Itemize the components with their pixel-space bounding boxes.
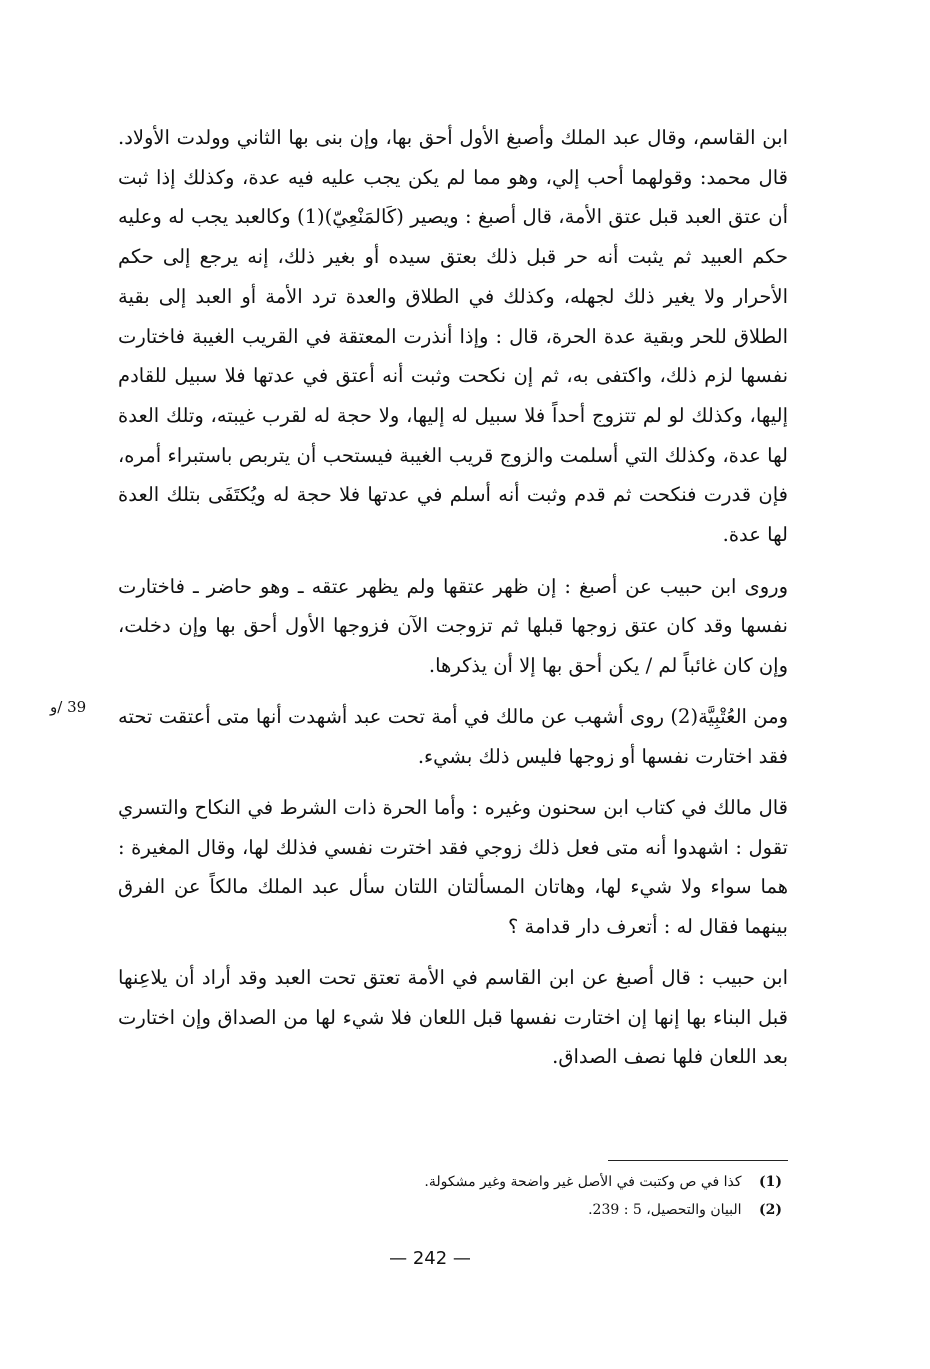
- manuscript-folio-note: 39 /و: [50, 698, 87, 716]
- footnote-text: البيان والتحصيل، 5 : 239.: [588, 1202, 742, 1218]
- footnote-divider: [608, 1160, 788, 1161]
- footnote-number: (2): [759, 1202, 782, 1218]
- footnotes: [300, 1168, 782, 1224]
- paragraph-5: ابن حبيب : قال أصبغ عن ابن القاسم في الأمة تعتق تحت العبد وقد أراد أن يلاعِنها قبل البناء بها إنها إن اختارت نفسها قبل اللعان فلا شيء لها من الصداق وإن اختارت بعد اللعان فلها نصف الصداق.: [118, 966, 788, 1069]
- paragraph-1: ابن القاسم، وقال عبد الملك وأصبغ الأول أحق بها، وإن بنى بها الثاني وولدت الأولاد. قال محمد: وقولهما أحب إلي، وهو مما لم يكن يجب عليه فيه عدة، وكذلك إذا ثبت أن عتق العبد قبل عتق الأمة، قال أصبغ : ويصير (كَالمَنْعِيّ)(1) وكالعبد يجب له وعليه حكم العبيد ثم يثبت أنه حر قبل ذلك بعتق سيده أو بغير ذلك، إنه يرجع إلى حكم الأحرار ولا يغير ذلك لجهله، وكذلك في الطلاق والعدة ترد الأمة أو العبد إلى بقية الطلاق للحر وبقية عدة الحرة، قال : وإذا أنذرت المعتقة في القريب الغيبة فاختارت نفسها لزم ذلك، واكتفى به، ثم إن نكحت وثبت أنه أعتق في عدتها فلا سبيل للقادم إليها، وكذلك لو لم تتزوج أحداً فلا سبيل له إليها، ولا حجة له لقرب غيبته، وتلك العدة لها عدة، وكذلك التي أسلمت والزوج قريب الغيبة فيستحب أن يتربص باستبراء أمره، فإن قدرت فنكحت ثم قدم وثبت أنه أسلم في عدتها فلا حجة له ويُكتَفَى بتلك العدة لها عدة.: [118, 126, 789, 547]
- paragraph-2: وروى ابن حبيب عن أصبغ : إن ظهر عتقها ولم يظهر عتقه ـ وهو حاضر ـ فاختارت نفسها وقد كان عتق زوجها قبلها ثم تزوجت الآن فزوجها الأول أحق بها وإن دخلت، وإن كان غائباً لم / يكن أحق بها إلا أن يذكرها.: [118, 574, 788, 677]
- paragraph-3: ومن العُتْبِيَّة(2) روى أشهب عن مالك في أمة تحت عبد أشهدت أنها متى أعتقت تحته فقد اختارت نفسها أو زوجها فليس ذلك بشيء.: [118, 705, 788, 768]
- footnote-text: كذا في ص وكتبت في الأصل غير واضحة وغير مشكولة.: [424, 1174, 742, 1190]
- main-text: [118, 118, 788, 1077]
- page-number: — 242 —: [389, 1248, 471, 1269]
- footnote-1: [300, 1168, 782, 1196]
- paragraph-4: قال مالك في كتاب ابن سحنون وغيره : وأما الحرة ذات الشرط في النكاح والتسري تقول : اشهدوا أنه متى فعل ذلك زوجي فقد اخترت نفسي فذلك لها، وقال المغيرة : هما سواء ولا شيء لها، وهاتان المسألتان اللتان سأل عبد الملك مالكاً عن الفرق بينهما فقال له : أتعرف دار قدامة ؟: [118, 796, 788, 938]
- footnote-number: (1): [759, 1174, 782, 1190]
- footnote-2: [300, 1196, 782, 1224]
